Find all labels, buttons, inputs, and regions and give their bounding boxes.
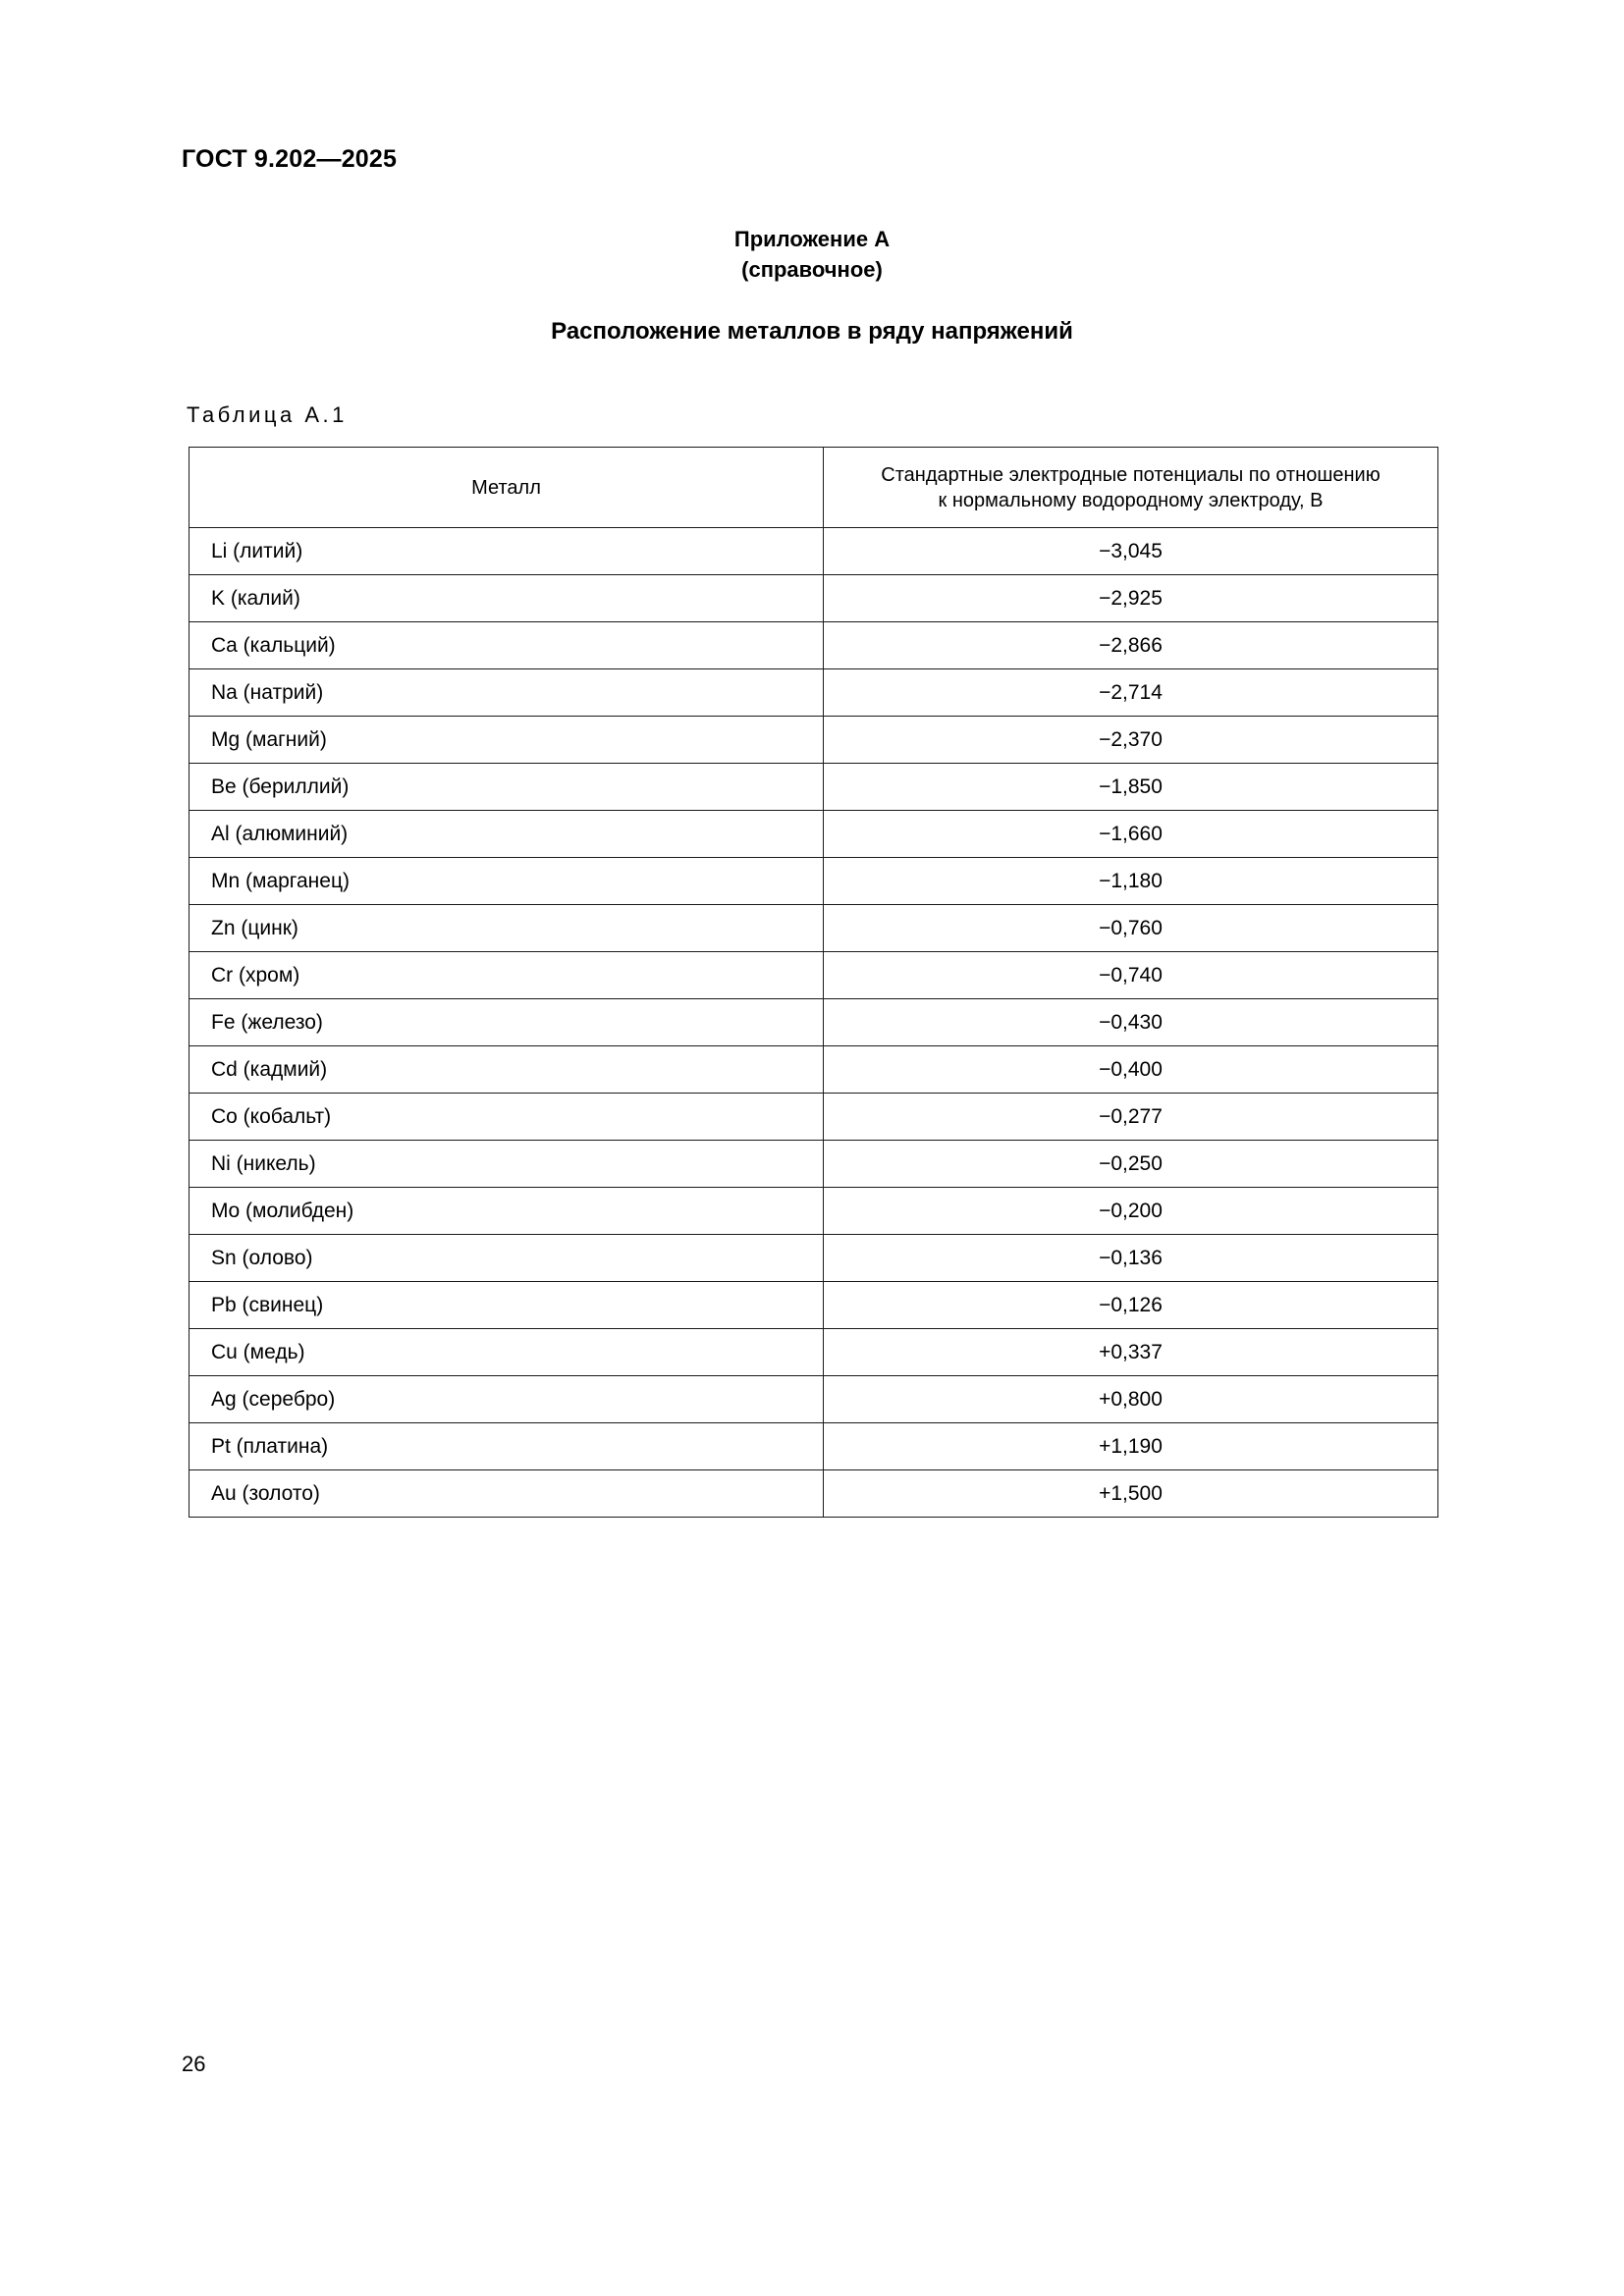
cell-metal: Be (бериллий) — [189, 764, 824, 811]
page-number: 26 — [182, 2052, 206, 2076]
table-row — [189, 999, 1438, 1046]
document-header: ГОСТ 9.202—2025 — [182, 145, 398, 173]
cell-metal: Mg (магний) — [189, 717, 824, 764]
cell-metal: Cd (кадмий) — [189, 1046, 824, 1094]
annex-label — [0, 224, 1624, 285]
cell-metal: Sn (олово) — [189, 1235, 824, 1282]
cell-metal: Ag (серебро) — [189, 1376, 824, 1423]
cell-metal: Pb (свинец) — [189, 1282, 824, 1329]
column-header-potential — [824, 448, 1438, 528]
cell-potential: −2,925 — [824, 575, 1438, 622]
cell-metal: Co (кобальт) — [189, 1094, 824, 1141]
table-row — [189, 1423, 1438, 1470]
cell-metal: Fe (железо) — [189, 999, 824, 1046]
column-header-metal: Металл — [189, 448, 824, 528]
cell-potential: −0,136 — [824, 1235, 1438, 1282]
cell-metal: Na (натрий) — [189, 669, 824, 717]
cell-potential: +1,190 — [824, 1423, 1438, 1470]
cell-potential: −0,760 — [824, 905, 1438, 952]
table-head — [189, 448, 1438, 528]
table-row — [189, 1235, 1438, 1282]
cell-metal: Cr (хром) — [189, 952, 824, 999]
table-row — [189, 905, 1438, 952]
cell-metal: Au (золото) — [189, 1470, 824, 1518]
cell-potential: −0,126 — [824, 1282, 1438, 1329]
table-row — [189, 952, 1438, 999]
cell-potential: −2,866 — [824, 622, 1438, 669]
table-row — [189, 1376, 1438, 1423]
cell-potential: −2,714 — [824, 669, 1438, 717]
cell-metal: Ca (кальций) — [189, 622, 824, 669]
table-row — [189, 1046, 1438, 1094]
table-row — [189, 1141, 1438, 1188]
cell-potential: +1,500 — [824, 1470, 1438, 1518]
table-row — [189, 1329, 1438, 1376]
table-row — [189, 622, 1438, 669]
cell-potential: −0,740 — [824, 952, 1438, 999]
cell-potential: −1,180 — [824, 858, 1438, 905]
table-header-row — [189, 448, 1438, 528]
column-header-potential-line2: к нормальному водородному электроду, В — [938, 489, 1324, 511]
cell-potential: +0,337 — [824, 1329, 1438, 1376]
table-row — [189, 528, 1438, 575]
cell-potential: −0,400 — [824, 1046, 1438, 1094]
cell-metal: Ni (никель) — [189, 1141, 824, 1188]
table-row — [189, 669, 1438, 717]
table-row — [189, 1470, 1438, 1518]
table-row — [189, 811, 1438, 858]
cell-potential: −2,370 — [824, 717, 1438, 764]
cell-potential: −0,277 — [824, 1094, 1438, 1141]
table-row — [189, 1188, 1438, 1235]
cell-potential: −1,660 — [824, 811, 1438, 858]
cell-metal: Pt (платина) — [189, 1423, 824, 1470]
table-row — [189, 858, 1438, 905]
table-row — [189, 764, 1438, 811]
cell-potential: −0,200 — [824, 1188, 1438, 1235]
cell-potential: −0,430 — [824, 999, 1438, 1046]
section-title: Расположение металлов в ряду напряжений — [551, 318, 1073, 345]
column-header-potential-line1: Стандартные электродные потенциалы по отношению — [881, 463, 1380, 486]
cell-metal: Al (алюминий) — [189, 811, 824, 858]
table-caption: Таблица А.1 — [187, 402, 348, 427]
cell-potential: −3,045 — [824, 528, 1438, 575]
table-row — [189, 575, 1438, 622]
annex-label-line1: Приложение А — [733, 227, 891, 251]
cell-potential: −0,250 — [824, 1141, 1438, 1188]
annex-label-line2: (справочное) — [741, 257, 883, 282]
cell-metal: Mo (молибден) — [189, 1188, 824, 1235]
cell-metal: Cu (медь) — [189, 1329, 824, 1376]
table-row — [189, 717, 1438, 764]
cell-metal: Mn (марганец) — [189, 858, 824, 905]
cell-metal: K (калий) — [189, 575, 824, 622]
table-row — [189, 1094, 1438, 1141]
table-row — [189, 1282, 1438, 1329]
cell-metal: Li (литий) — [189, 528, 824, 575]
cell-potential: +0,800 — [824, 1376, 1438, 1423]
cell-metal: Zn (цинк) — [189, 905, 824, 952]
table-body — [189, 528, 1438, 1518]
standard-electrode-potentials-table — [189, 447, 1438, 1518]
cell-potential: −1,850 — [824, 764, 1438, 811]
